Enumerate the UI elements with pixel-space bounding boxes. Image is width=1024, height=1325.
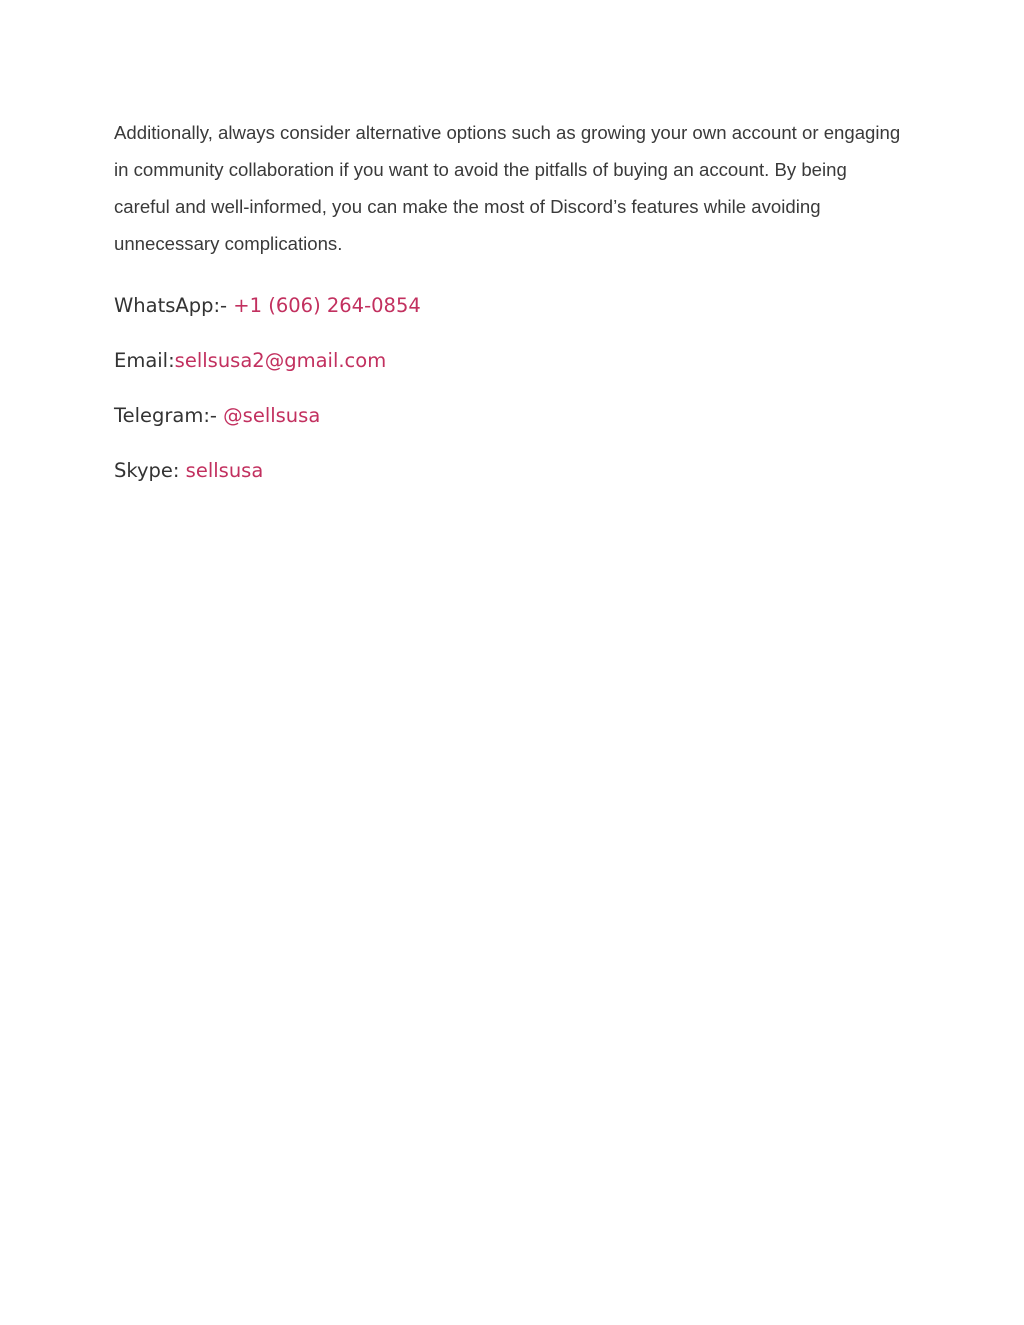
whatsapp-row	[114, 292, 421, 320]
email-address-link[interactable]: sellsusa2@gmail.com	[174, 349, 387, 372]
skype-handle-link[interactable]: sellsusa	[185, 459, 264, 482]
whatsapp-label: WhatsApp:-	[114, 294, 234, 317]
skype-row	[114, 457, 263, 485]
telegram-handle-link[interactable]: @sellsusa	[223, 404, 321, 427]
whatsapp-number-link[interactable]: +1 (606) 264-0854	[233, 294, 421, 317]
telegram-row	[114, 402, 320, 430]
body-paragraph: Additionally, always consider alternative options such as growing your own account or engaging in community collaboration if you want to avoid the pitfalls of buying an account. By being careful and well-informed, you can make the most of Discord’s features while avoiding unnecessary complications.	[114, 122, 901, 254]
skype-label: Skype:	[114, 459, 186, 482]
email-label: Email:	[114, 349, 175, 372]
email-row	[114, 347, 386, 375]
telegram-label: Telegram:-	[114, 404, 224, 427]
